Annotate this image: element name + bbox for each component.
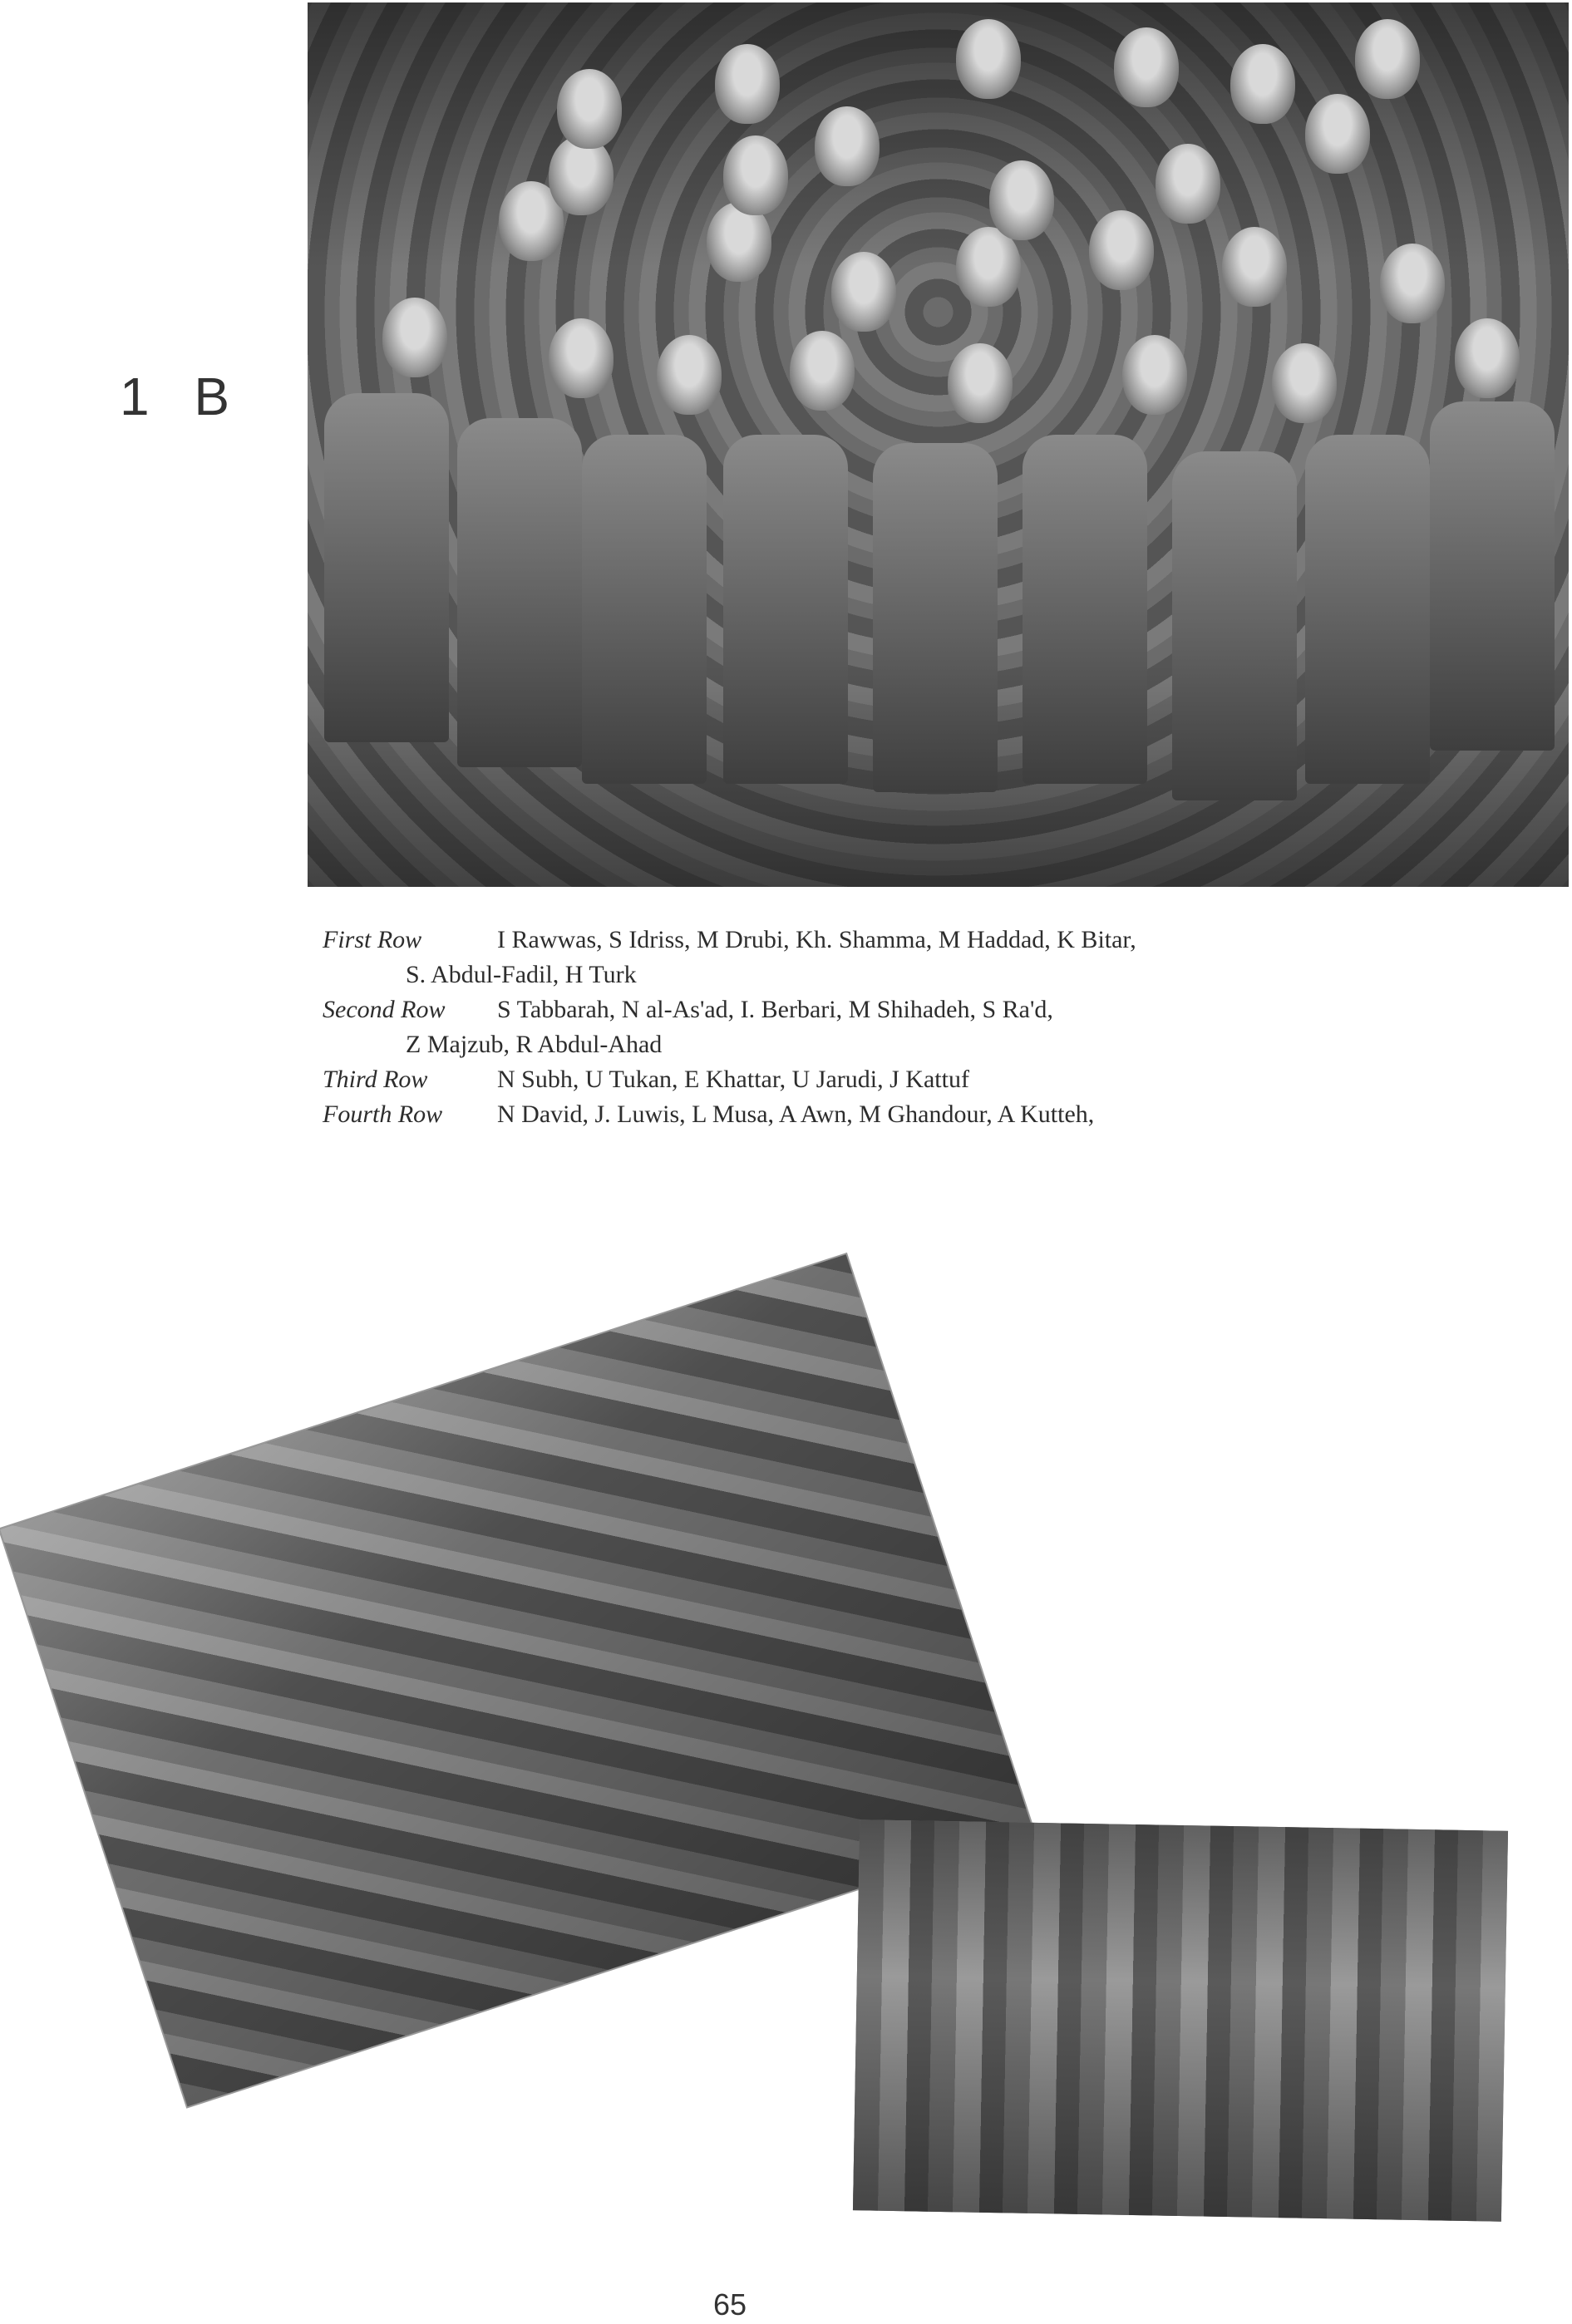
student-figure xyxy=(1430,401,1555,751)
caption-first-row xyxy=(323,923,1545,958)
student-figure xyxy=(457,418,582,767)
student-figure xyxy=(582,435,707,784)
student-face xyxy=(815,106,880,186)
class-label: 1 B xyxy=(120,367,245,426)
student-face xyxy=(956,19,1021,99)
caption-third-row xyxy=(323,1062,1545,1097)
student-face xyxy=(989,160,1054,240)
row-title: First Row xyxy=(323,926,422,953)
student-face xyxy=(1089,210,1154,290)
student-face xyxy=(1305,94,1370,174)
caption-fourth-row xyxy=(323,1097,1545,1132)
student-face xyxy=(948,343,1013,423)
row-names: N Subh, U Tukan, E Khattar, U Jarudi, J Kattuf xyxy=(497,1066,969,1093)
caption-first-row-cont: S. Abdul-Fadil, H Turk xyxy=(406,961,637,988)
caption-second-row-cont: Z Majzub, R Abdul-Ahad xyxy=(406,1031,663,1058)
student-face xyxy=(657,335,722,415)
students-figures xyxy=(308,2,1569,887)
page-number: 65 xyxy=(713,2287,747,2322)
student-figure xyxy=(1305,435,1430,784)
student-face xyxy=(1222,227,1287,307)
class-group-photo xyxy=(308,2,1569,887)
student-figure xyxy=(1023,435,1147,784)
outdoor-group-photo xyxy=(853,1819,1508,2222)
student-figure xyxy=(873,443,998,792)
student-face xyxy=(723,135,788,215)
student-figure xyxy=(1172,451,1297,800)
student-figure xyxy=(324,393,449,742)
student-face xyxy=(1355,19,1420,99)
student-face xyxy=(1114,27,1179,107)
row-names: S Tabbarah, N al-As'ad, I. Berbari, M Shihadeh, S Ra'd, xyxy=(497,996,1053,1023)
row-names: N David, J. Luwis, L Musa, A Awn, M Ghandour, A Kutteh, xyxy=(497,1100,1095,1128)
row-title: Third Row xyxy=(323,1066,428,1093)
student-face xyxy=(1230,44,1295,124)
student-face xyxy=(549,318,614,398)
student-face xyxy=(790,331,855,411)
student-face xyxy=(382,298,447,377)
caption-second-row xyxy=(323,992,1545,1027)
student-face xyxy=(715,44,780,124)
student-face xyxy=(1455,318,1520,398)
row-title: Fourth Row xyxy=(323,1100,443,1128)
student-face xyxy=(831,252,896,332)
student-face xyxy=(557,69,622,149)
row-names: I Rawwas, S Idriss, M Drubi, Kh. Shamma, M Haddad, K Bitar, xyxy=(497,926,1136,953)
student-figure xyxy=(723,435,848,784)
student-face xyxy=(1380,244,1445,323)
student-face xyxy=(1122,335,1187,415)
student-face xyxy=(1272,343,1337,423)
row-title: Second Row xyxy=(323,996,446,1023)
photo-caption xyxy=(323,923,1545,1132)
student-face xyxy=(1156,144,1220,224)
